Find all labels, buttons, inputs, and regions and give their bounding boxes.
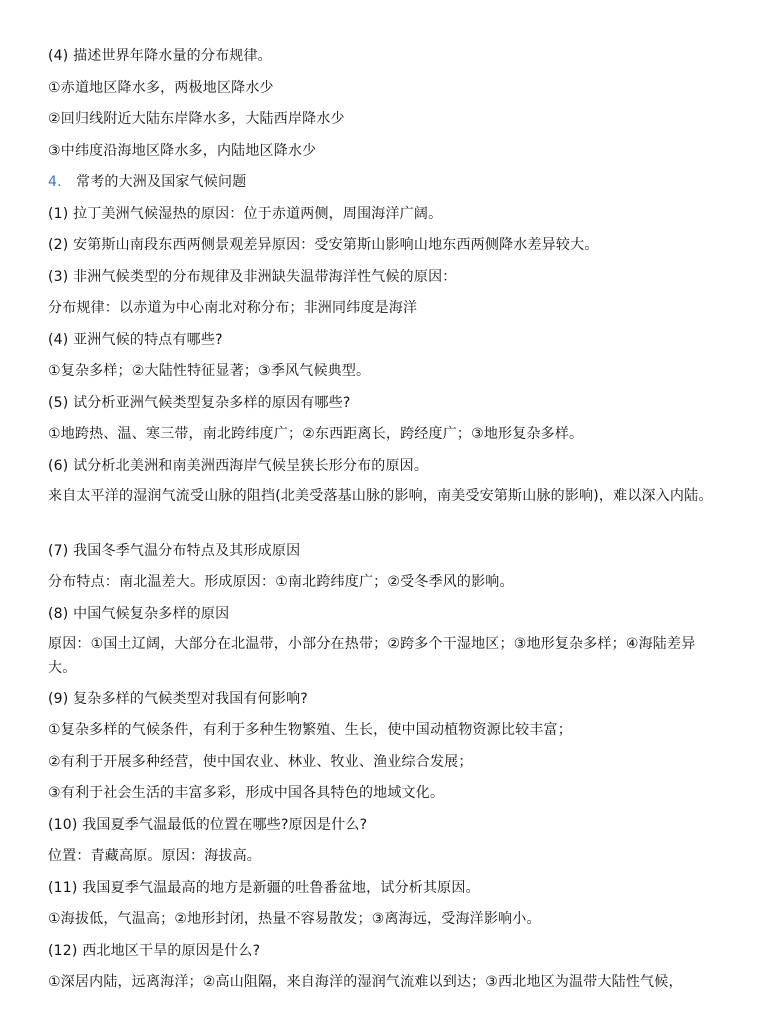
answer-line: ①地跨热、温、寒三带，南北跨纬度广；②东西距离长，跨经度广；③地形复杂多样。: [48, 426, 584, 442]
question-heading: (6) 试分析北美洲和南美洲西海岸气候呈狭长形分布的原因。: [48, 458, 429, 474]
answer-line: ③中纬度沿海地区降水多，内陆地区降水少: [48, 143, 317, 159]
question-heading: (2) 安第斯山南段东西两侧景观差异原因：受安第斯山影响山地东西两侧降水差异较大。: [48, 237, 599, 253]
question-heading: (11) 我国夏季气温最高的地方是新疆的吐鲁番盆地，试分析其原因。: [48, 880, 480, 896]
answer-line: ③有利于社会生活的丰富多彩，形成中国各具特色的地域文化。: [48, 785, 445, 801]
section-number: 4.: [48, 174, 62, 190]
section-heading: [48, 171, 713, 193]
question-heading: (9) 复杂多样的气候类型对我国有何影响?: [48, 691, 308, 707]
answer-line: ①复杂多样；②大陆性特征显著；③季风气候典型。: [48, 363, 371, 379]
question-heading: (5) 试分析亚洲气候类型复杂多样的原因有哪些?: [48, 395, 351, 411]
answer-line: 分布规律：以赤道为中心南北对称分布；非洲同纬度是海洋: [48, 300, 418, 316]
answer-line: ②有利于开展多种经营，使中国农业、林业、牧业、渔业综合发展；: [48, 754, 473, 770]
section-title: 常考的大洲及国家气候问题: [76, 174, 247, 190]
question-heading: (4) 描述世界年降水量的分布规律。: [48, 48, 272, 64]
answer-line: ①赤道地区降水多，两极地区降水少: [48, 80, 274, 96]
answer-line: 分布特点：南北温差大。形成原因：①南北跨纬度广；②受冬季风的影响。: [48, 574, 514, 590]
question-heading: (7) 我国冬季气温分布特点及其形成原因: [48, 543, 301, 559]
question-heading: (12) 西北地区干旱的原因是什么?: [48, 943, 261, 959]
answer-paragraph: 原因：①国土辽阔，大部分在北温带，小部分在热带；②跨多个干湿地区；③地形复杂多样；④海陆差异大。: [48, 636, 696, 676]
question-heading: (10) 我国夏季气温最低的位置在哪些?原因是什么?: [48, 817, 368, 833]
question-heading: (8) 中国气候复杂多样的原因: [48, 606, 230, 622]
answer-line: 位置：青藏高原。原因：海拔高。: [48, 848, 261, 864]
answer-line: ①深居内陆，远离海洋；②高山阻隔，来自海洋的湿润气流难以到达；③西北地区为温带大陆性气候，: [48, 974, 683, 990]
answer-line: ①复杂多样的气候条件，有利于多种生物繁殖、生长，使中国动植物资源比较丰富；: [48, 722, 572, 738]
answer-line: ①海拔低，气温高；②地形封闭，热量不容易散发；③离海远，受海洋影响小。: [48, 911, 541, 927]
question-heading: (1) 拉丁美洲气候湿热的原因：位于赤道两侧，周围海洋广阔。: [48, 206, 443, 222]
question-heading: (3) 非洲气候类型的分布规律及非洲缺失温带海洋性气候的原因：: [48, 269, 457, 285]
answer-paragraph: 来自太平洋的湿润气流受山脉的阻挡(北美受落基山脉的影响，南美受安第斯山脉的影响)，难以深入内陆。: [48, 488, 713, 504]
answer-line: ②回归线附近大陆东岸降水多，大陆西岸降水少: [48, 111, 345, 127]
question-heading: (4) 亚洲气候的特点有哪些?: [48, 332, 223, 348]
